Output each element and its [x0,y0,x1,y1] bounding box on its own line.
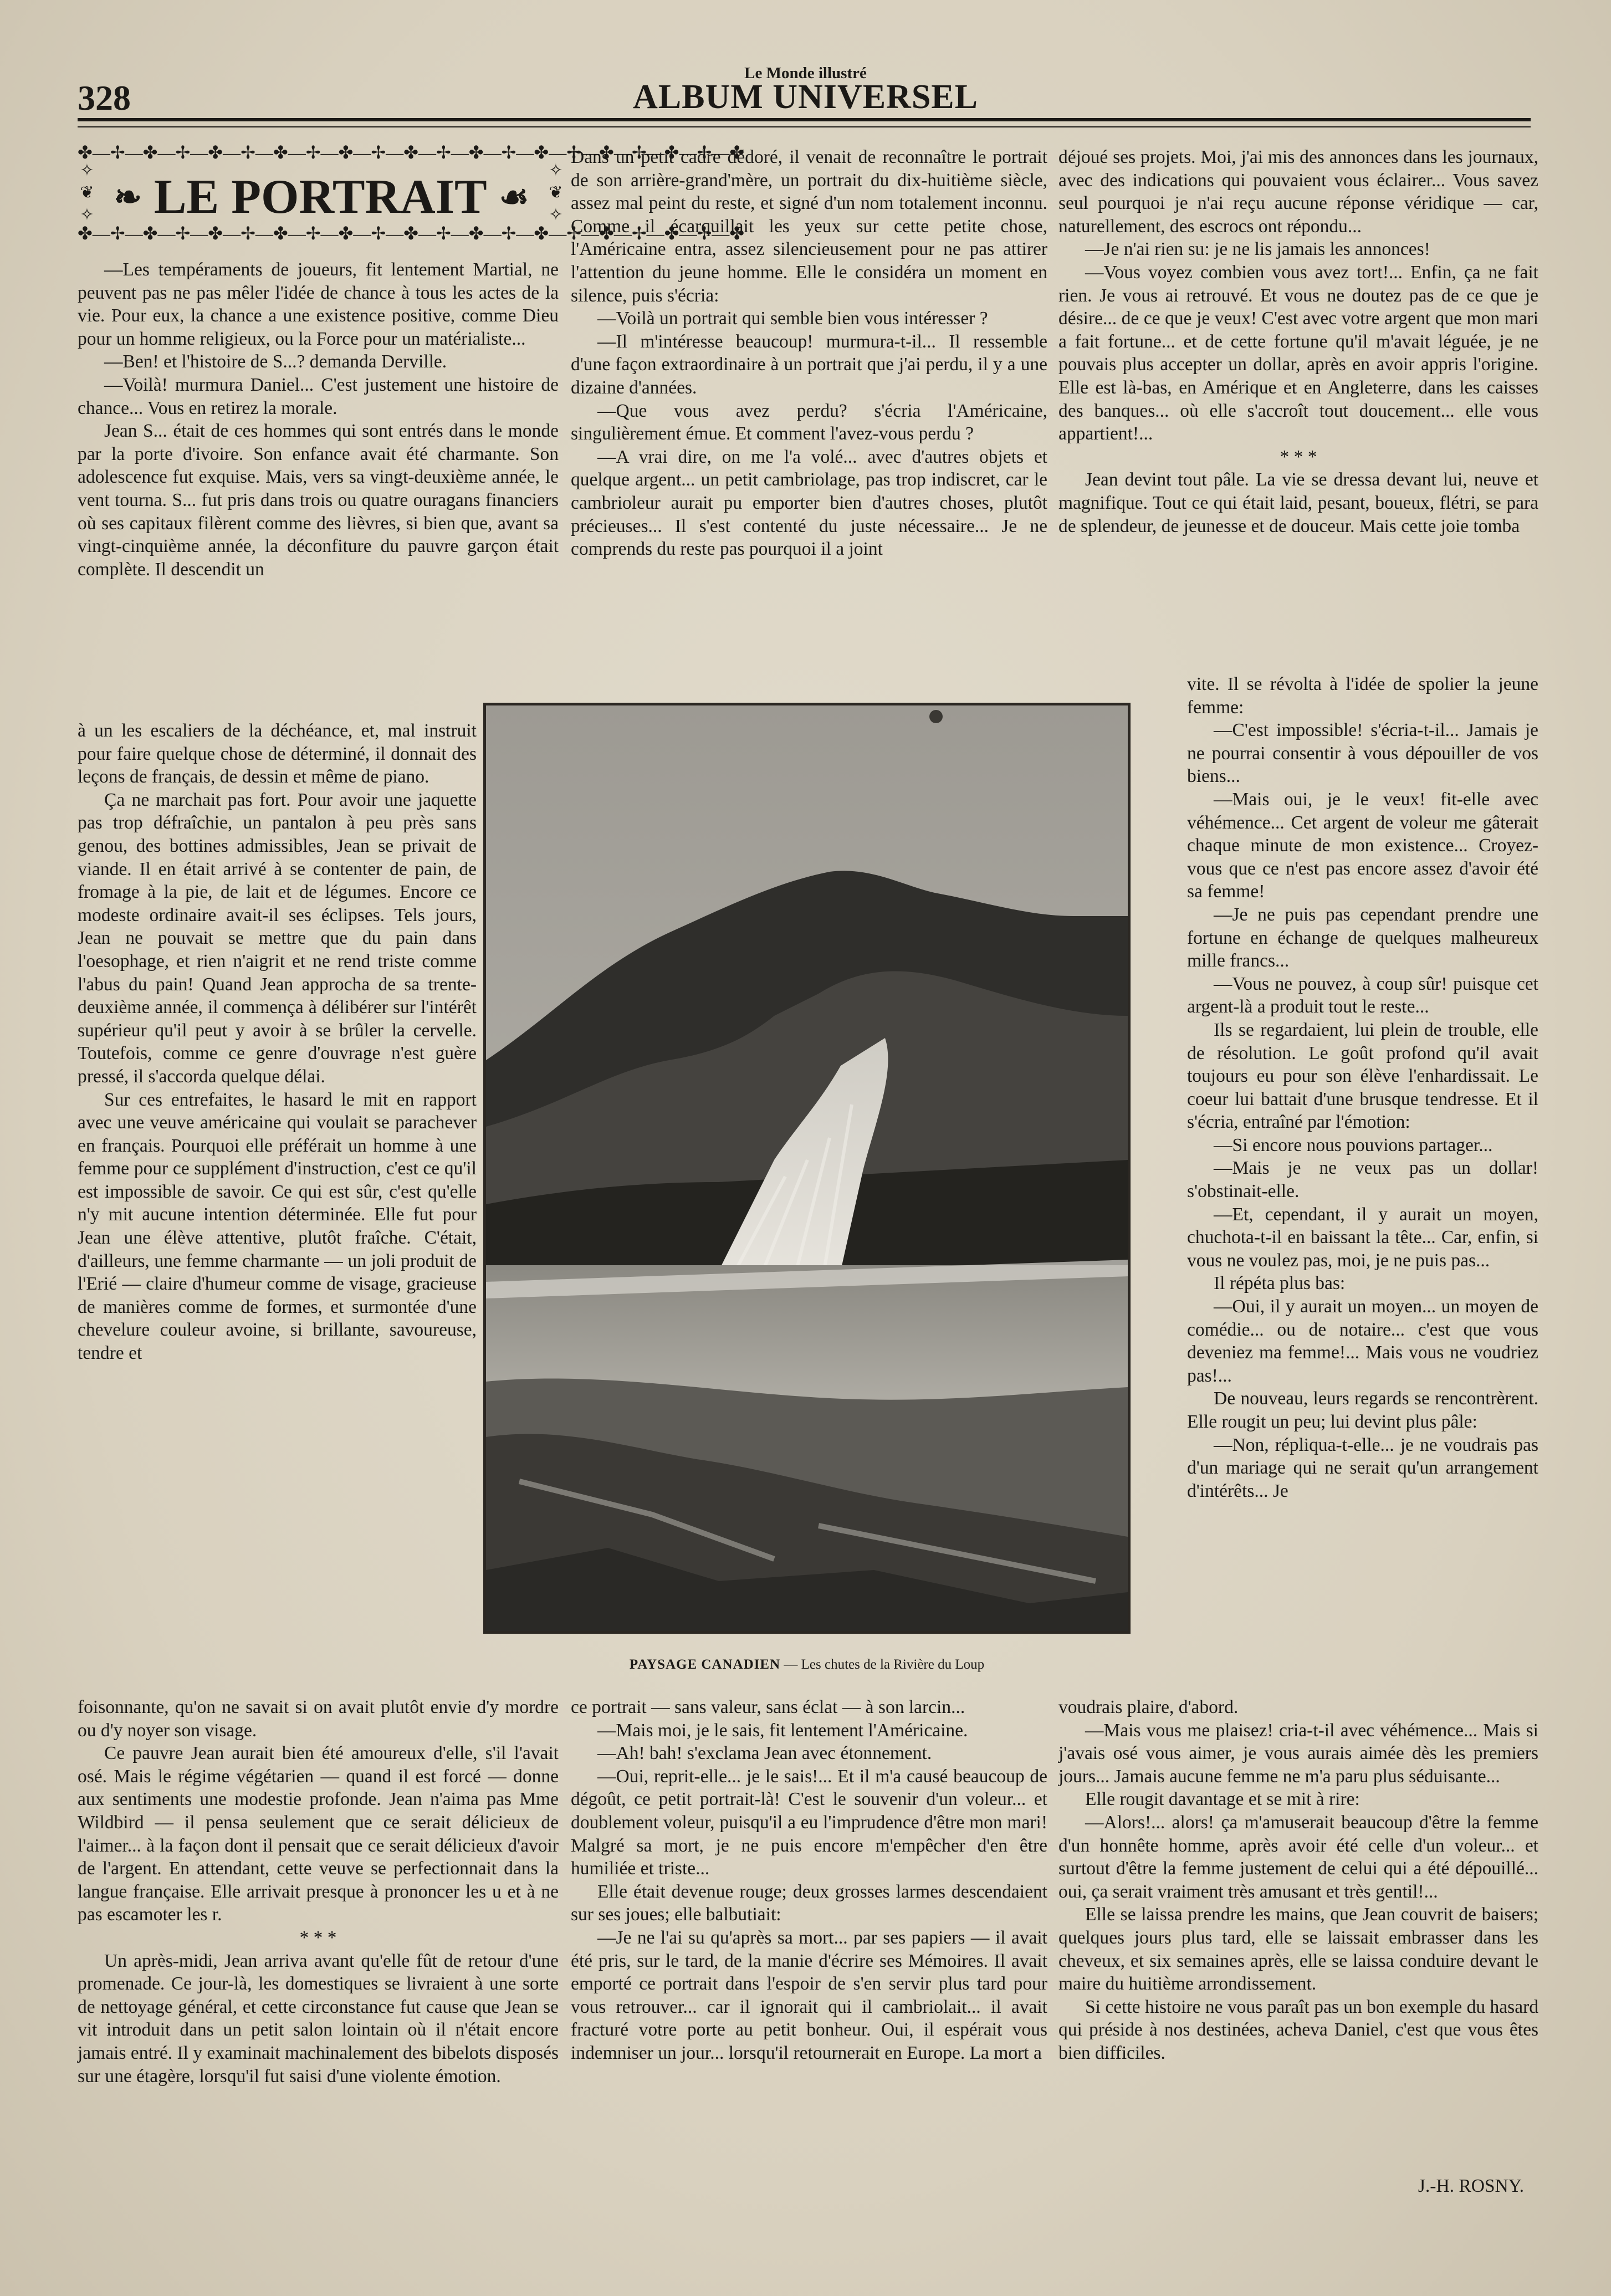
paragraph: —Voilà! murmura Daniel... C'est justement une histoire de chance... Vous en retirez la morale. [78,374,559,418]
paragraph: déjoué ses projets. Moi, j'ai mis des annonces dans les journaux, avec des indications qui pouvaient vous éclairer... Vous savez seul pourquoi je n'ai reçu aucune réponse véridique — car, naturellement, des escrocs ont répondu... [1058,147,1538,237]
paragraph: vite. Il se révolta à l'idée de spolier la jeune femme: [1187,674,1538,718]
paragraph: —A vrai dire, on me l'a volé... avec d'autres objets et quelque argent... un petit cambriolage, pas trop indiscret, car le cambrioleur aurait pu emporter bien d'autres choses, plutôt précieuses... Il s'est contenté du juste nécessaire... Je ne comprends du reste pas pourquoi il a joint [571,446,1047,560]
paragraph: Elle rougit davantage et se mit à rire: [1085,1789,1360,1810]
paragraph: Ils se regardaient, lui plein de trouble, elle de résolution. Le goût profond qu'il avait toujours eu pour son élève l'enhardissait. Le coeur lui battait d'une brusque tendresse. Et il s'écria, entraîné par l'émotion: [1187,1019,1538,1133]
paragraph: à un les escaliers de la déchéance, et, mal instruit pour faire quelque chose de déterminé, il donnait des leçons de français, de dessin et même de piano. [78,720,477,788]
paragraph: —Oui, il y aurait un moyen... un moyen de comédie... ou de notaire... c'est que vous deveniez ma femme!... Mais vous ne voudriez pas!... [1187,1296,1538,1386]
leaf-ornament-icon: ☙ [499,179,529,216]
paragraph: —Mais vous me plaisez! cria-t-il avec véhémence... Mais si j'avais osé vous aimer, je vous aurais aimée dès les premiers jours... Jamais aucune femme ne m'a paru plus séduisante... [1058,1720,1538,1787]
paragraph: voudrais plaire, d'abord. [1058,1697,1239,1717]
paragraph: ce portrait — sans valeur, sans éclat — à son larcin... [571,1697,965,1717]
ornament-border-left: ✧ ❦ ✧ [80,161,94,224]
paragraph: Sur ces entrefaites, le hasard le mit en rapport avec une veuve américaine qui voulait se parachever en français. Pourquoi elle préférait un homme à une femme pour ce supplément d'instruction, c'est ce qu'il est impossible de savoir. Ce qui est sûr, c'est qu'elle n'y mit aucune intention déterminée. Elle fut pour Jean une élève attentive, plutôt fraîche. C'était, d'ailleurs, une femme charmante — un joli produit de l'Erié — claire d'humeur comme de visage, gracieuse de manières comme de formes, et surmontée d'une chevelure couleur avoine, si brillante, savoureuse, tendre et [78,1089,477,1364]
paragraph: —Mais moi, je le sais, fit lentement l'Américaine. [597,1720,968,1741]
paragraph: Ça ne marchait pas fort. Pour avoir une jaquette pas trop défraîchie, un pantalon à peu près sans genou, des bottines admissibles, Jean se privait de viande. Il en était arrivé à se contenter de pain, de fromage à la pie, de lait et de légumes. Encore ce modeste ordinaire avait-il ses éclipses. Tels jours, Jean ne pouvait se mettre que du pain dans l'oesophage, et rien n'aigrit et ne rend triste comme l'abus du pain! Quand Jean approcha de sa trente-deuxième année, il commença à délibérer sur l'intérêt supérieur qu'il peut y avoir à se brûler la cervelle. Toutefois, comme ce genre d'ouvrage n'est guère pressé, il s'accorda quelque délai. [78,789,477,1087]
paragraph: —Mais je ne veux pas un dollar! s'obstinait-elle. [1187,1158,1538,1202]
leaf-ornament-icon: ❧ [114,179,142,216]
header-rule-thick [78,118,1531,121]
article-title: LE PORTRAIT [154,170,487,224]
paragraph: —Vous voyez combien vous avez tort!... Enfin, ça ne fait rien. Je vous ai retrouvé. Et vous ne doutez pas de ce que je désire... de ce que je veux! C'est avec votre argent que mon mari a fait fortune... et de cette fortune qu'il m'avait léguée, je ne pouvais plus accepter un dollar, après en avoir appris l'origine. Elle est là-bas, en Amérique et en Angleterre, dans les caisses des banques... où elle s'accroît tout doucement... elle vous appartient!... [1058,262,1538,444]
caption-title: PAYSAGE CANADIEN [629,1657,781,1672]
paragraph: —Que vous avez perdu? s'écria l'Américaine, singulièrement émue. Et comment l'avez-vous perdu ? [571,400,1047,444]
paragraph: —Les tempéraments de joueurs, fit lentement Martial, ne peuvent pas ne pas mêler l'idée de chance à tous les actes de la vie. Pour eux, la chance a une existence positive, comme Dieu pour un homme religieux, ou la Force pour un matérialiste... [78,259,559,349]
paragraph: —Et, cependant, il y aurait un moyen, chuchota-t-il en baissant la tête... Car, enfin, si vous ne voulez pas, moi, je ne puis pas... [1187,1204,1538,1271]
signature: J.-H. ROSNY. [1418,2176,1524,2196]
masthead-title: ALBUM UNIVERSEL [632,78,979,116]
caption-text: — Les chutes de la Rivière du Loup [784,1657,985,1672]
paragraph: Il répéta plus bas: [1214,1273,1346,1294]
paragraph: * * * [299,1927,337,1948]
column-1-narrow [78,719,477,1365]
paragraph: —Ben! et l'histoire de S...? demanda Derville. [104,351,447,372]
ornament-border-top: ✤—✢—✤—✢—✤—✢—✤—✢—✤—✢—✤—✢—✤—✢—✤—✢—✤—✢—✤—✢—✤ [78,142,745,162]
ornament-border-bottom: ✤—✢—✤—✢—✤—✢—✤—✢—✤—✢—✤—✢—✤—✢—✤—✢—✤—✢—✤—✢—✤ [78,223,745,243]
paragraph: —Je ne puis pas cependant prendre une fortune en échange de quelques malheureux mille francs... [1187,904,1538,971]
column-2-top [571,146,1047,561]
photo-caption [483,1657,1131,1673]
masthead-small-title: Le Monde illustré [744,64,867,82]
paragraph: —Oui, reprit-elle... je le sais!... Et il m'a causé beaucoup de dégoût, ce petit portrait-là! C'est le souvenir d'un voleur... et doublement voleur, puisqu'il a eu l'imprudence d'être mon mari! Malgré sa mort, je ne puis encore m'empêcher d'en être humiliée et triste... [571,1766,1047,1879]
paragraph: —Je ne l'ai su qu'après sa mort... par ses papiers — il avait été pris, sur le tard, de la manie d'écrire ses Mémoires. Il avait emporté ce portrait dans l'espoir de s'en servir plus tard pour vous retrouver... car il ignorait qui il cambriolait... il avait fracturé votre porte au petit bonheur. Oui, il espérait vous indemniser un jour... lorsqu'il retournerait en Europe. La mort a [571,1927,1047,2063]
paragraph: —Alors!... alors! ça m'amuserait beaucoup d'être la femme d'un honnête homme, après avoir été celle d'un voleur... et surtout d'être la femme justement de celui qui a été dépouillé... oui, ça serait vraiment très amusant et très gentil!... [1058,1812,1538,1902]
paragraph: —Il m'intéresse beaucoup! murmura-t-il... Il ressemble d'une façon extraordinaire à un portrait que j'ai perdu, il y a une dizaine d'années. [571,331,1047,398]
ornament-border-right: ✧ ❦ ✧ [549,161,563,224]
paragraph: —Voilà un portrait qui semble bien vous intéresser ? [597,308,988,329]
paragraph: Un après-midi, Jean arriva avant qu'elle fût de retour d'une promenade. Ce jour-là, les domestiques se livraient à une sorte de nettoyage général, et cette circonstance fut cause que Jean se vit introduit dans un petit salon lointain où il n'était encore jamais entré. Il y examinait machinalement des bibelots disposés sur une étagère, lorsqu'il fut saisi d'une violente émotion. [78,1950,559,2087]
signature-block [1058,2175,1524,2198]
paragraph: —Si encore nous pouvions partager... [1214,1134,1493,1155]
column-1-top [78,258,559,581]
column-3-top [1058,146,1538,538]
paragraph: Ce pauvre Jean aurait bien été amoureux d'elle, s'il l'avait osé. Mais le régime végétarien — quand il est forcé — donne aux sentiments une modestie profonde. Jean n'aima pas Mme Wildbird — il pensa seulement que ce serait délicieux de l'aimer... à la façon dont il pensait que ce serait délicieux d'avoir de l'argent. En attendant, cette veuve se perfectionnait dans la langue française. Elle arrivait presque à prononcer les u et à ne pas escamoter les r. [78,1743,559,1925]
column-2-bottom [571,1696,1047,2065]
header-rule-thin [78,126,1531,127]
paragraph: Dans un petit cadre dédoré, il venait de reconnaître le portrait de son arrière-grand'mère, un portrait du dix-huitième siècle, assez mal peint du reste, et signé d'un nom totalement inconnu. Comme il écarquillait les yeux sur cette petite chose, l'Américaine entra, assez silencieusement pour ne pas attirer l'attention du jeune homme. Elle le considéra un moment en silence, puis s'écria: [571,147,1047,306]
paragraph: foisonnante, qu'on ne savait si on avait plutôt envie d'y mordre ou d'y noyer son visage. [78,1697,559,1741]
column-3-bottom [1058,1696,1538,2065]
column-3-narrow [1187,673,1538,1502]
paragraph: De nouveau, leurs regards se rencontrèrent. Elle rougit un peu; lui devint plus pâle: [1187,1388,1538,1432]
paragraph: Si cette histoire ne vous paraît pas un bon exemple du hasard qui préside à nos destinées, acheva Daniel, c'est que vous êtes bien difficiles. [1058,1996,1538,2063]
paragraph: —Ah! bah! s'exclama Jean avec étonnement. [597,1743,932,1764]
paragraph: —Je n'ai rien su: je ne lis jamais les annonces! [1085,239,1430,260]
waterfall-photo [483,703,1131,1634]
paragraph: —C'est impossible! s'écria-t-il... Jamais je ne pourrai consentir à vous dépouiller de vos biens... [1187,720,1538,787]
paragraph: Elle était devenue rouge; deux grosses larmes descendaient sur ses joues; elle balbutiait: [571,1881,1047,1925]
article-title-box [78,142,745,243]
column-1-bottom [78,1696,559,2088]
paragraph: Jean devint tout pâle. La vie se dressa devant lui, neuve et magnifique. Tout ce qui était laid, pesant, boueux, flétri, se para de splendeur, de jeunesse et de douceur. Mais cette joie tomba [1058,469,1538,536]
paragraph: Jean S... était de ces hommes qui sont entrés dans le monde par la porte d'ivoire. Son enfance avait été charmante. Son adolescence fut exquise. Mais, vers sa vingt-deuxième année, le vent tourna. S... fut pris dans trois ou quatre ouragans financiers où ses capitaux filèrent comme des lièvres, si bien que, avant sa vingt-cinquième année, la déconfiture du pauvre garçon était complète. Il descendit un [78,421,559,580]
paragraph: —Mais oui, je le veux! fit-elle avec véhémence... Cet argent de voleur me gâterait chaque minute de mon existence... Croyez-vous que ce n'est pas encore assez d'avoir été sa femme! [1187,789,1538,902]
paragraph: —Non, répliqua-t-elle... je ne voudrais pas d'un mariage qui ne serait qu'un arrangement d'intérêts... Je [1187,1434,1538,1501]
paragraph: —Vous ne pouvez, à coup sûr! puisque cet argent-là a produit tout le reste... [1187,973,1538,1017]
paragraph: Elle se laissa prendre les mains, que Jean couvrit de baisers; quelques jours plus tard, elle se laissait embrasser dans les cheveux, et six semaines après, elle se laissa conduire devant le maire du huitième arrondissement. [1058,1904,1538,1995]
paragraph: * * * [1280,446,1317,467]
page-number: 328 [78,78,131,117]
